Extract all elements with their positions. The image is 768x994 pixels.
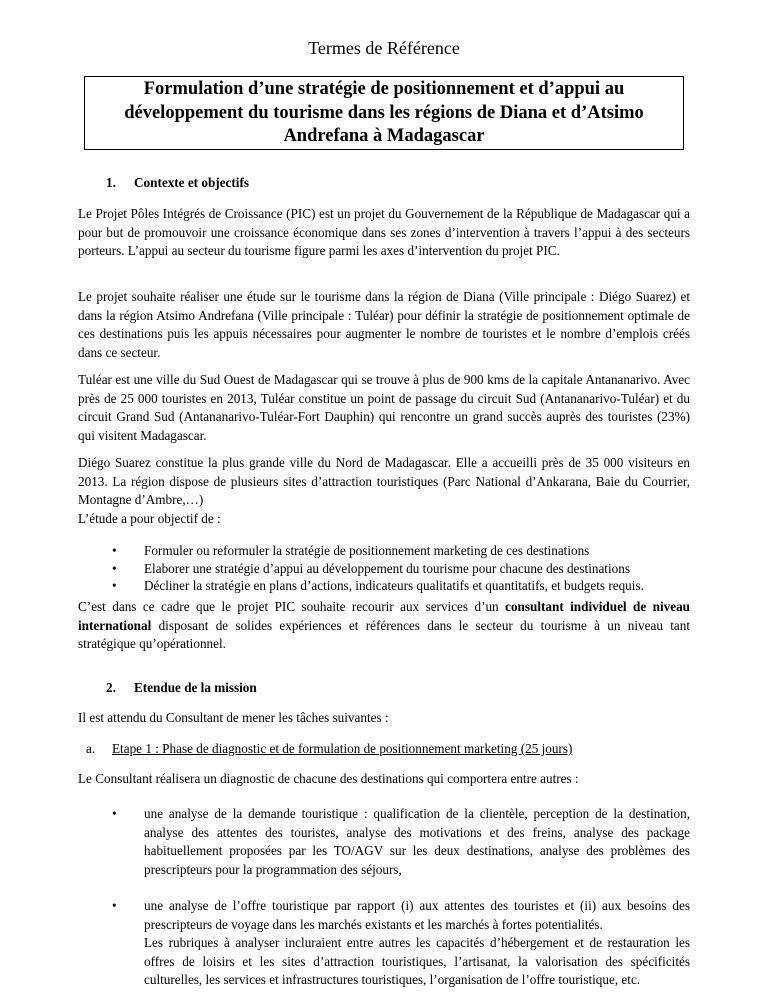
section-number: 1. [106, 175, 116, 190]
list-item-text [144, 897, 690, 990]
diagnostic-intro: Le Consultant réalisera un diagnostic de chacune des destinations qui comportera entre autres : [78, 771, 579, 786]
title-line: Andrefana à Madagascar [283, 126, 485, 146]
diagnostic-item-offer [112, 897, 690, 990]
list-item: • Elaborer une stratégie d’appui au développement du tourisme pour chacune des destinations [112, 561, 644, 579]
title-line: développement du tourisme dans les régions de Diana et d’Atsimo [124, 102, 644, 123]
paragraph-text: disposant de solides expériences et références dans le secteur du tourisme à un niveau tant stratégique qu’opérationnel. [78, 617, 690, 652]
paragraph-diego: Diégo Suarez constitue la plus grande ville du Nord de Madagascar. Elle a accueilli près de 35 000 visiteurs en 2013. La région dispose de plusieurs sites d’attraction touristiques (Parc National d’Ankarana, Baie du Courrier, Montagne d’Ambre,…) [78, 455, 690, 508]
title-box [84, 76, 684, 150]
paragraph-context: Le Projet Pôles Intégrés de Croissance (PIC) est un projet du Gouvernement de la République de Madagascar qui a pour but de promouvoir une croissance économique dans ses zones d’intervention à travers l’appui à des secteurs porteurs. L’appui au secteur du tourisme figure parmi les axes d’intervention du projet PIC. [78, 206, 690, 259]
section-title: Contexte et objectifs [134, 175, 249, 190]
section-number: 2. [106, 680, 116, 695]
bullet-icon: • [112, 898, 117, 913]
consultant-emphasis: consultant individuel de niveau international [78, 599, 691, 633]
section-heading-2 [106, 680, 257, 696]
text-line: une analyse de l’offre touristique par rapport (i) aux attentes des touristes et (ii) aux besoins des prescripteurs de voyage dans les marchés existants et les marchés à fortes potentialités. [144, 898, 690, 932]
document-header: Termes de Référence [308, 38, 460, 58]
section-title: Etendue de la mission [134, 680, 257, 695]
mission-intro: Il est attendu du Consultant de mener les tâches suivantes : [78, 710, 389, 725]
step-label: Etape 1 : Phase de diagnostic et de formulation de positionnement marketing (25 jours) [112, 741, 573, 756]
paragraph-text: C’est dans ce cadre que le projet PIC souhaite recourir aux services d’un [78, 599, 506, 614]
section-heading-1 [106, 175, 249, 191]
objective-intro: L’étude a pour objectif de : [78, 511, 221, 526]
list-item-text: une analyse de la demande touristique : qualification de la clientèle, perception de la destination, analyse des attentes des touristes, analyse des motivations et des freins, analyse des package habituellement proposées par les TO/AGV sur les deux destinations, analyse des problèmes des prescripteurs pour la programmation des séjours, [144, 806, 690, 877]
list-item: • Formuler ou reformuler la stratégie de positionnement marketing de ces destinations [112, 543, 644, 561]
objectives-list [112, 543, 644, 596]
text-line: Les rubriques à analyser incluraient entre autres les capacités d’hébergement et de restauration les offres de loisirs et les sites d’attraction touristiques, l’artisanat, la valorisation des spécificités culturelles, les services et infrastructures touristiques, l’organisation de l’offre touristique, etc. [144, 935, 690, 987]
paragraph-consultant [78, 598, 690, 654]
diagnostic-item-demand [112, 805, 690, 879]
paragraph-study: Le projet souhaite réaliser une étude sur le tourisme dans la région de Diana (Ville principale : Diégo Suarez) et dans la région Atsimo Andrefana (Ville principale : Tuléar) pour définir la stratégie de positionnement optimale de ces destinations puis les appuis nécessaires pour augmenter le nombre de touristes et le nombre d’emplois créés dans ce secteur. [78, 289, 690, 360]
step-letter: a. [86, 741, 96, 756]
bullet-icon: • [112, 806, 117, 821]
step-heading [86, 741, 572, 757]
paragraph-tulear: Tuléar est une ville du Sud Ouest de Madagascar qui se trouve à plus de 900 kms de la capitale Antananarivo. Avec près de 25 000 touristes en 2013, Tuléar constitue un point de passage du circuit Sud (Antananarivo-Tuléar) et du circuit Grand Sud (Antananarivo-Tuléar-Fort Dauphin) qui rencontre un grand succès auprès des touristes (23%) qui visitent Madagascar. [78, 372, 690, 443]
title-line: Formulation d’une stratégie de positionnement et d’appui au [143, 79, 625, 99]
list-item: • Décliner la stratégie en plans d’actions, indicateurs qualitatifs et quantitatifs, et budgets requis. [112, 578, 644, 596]
